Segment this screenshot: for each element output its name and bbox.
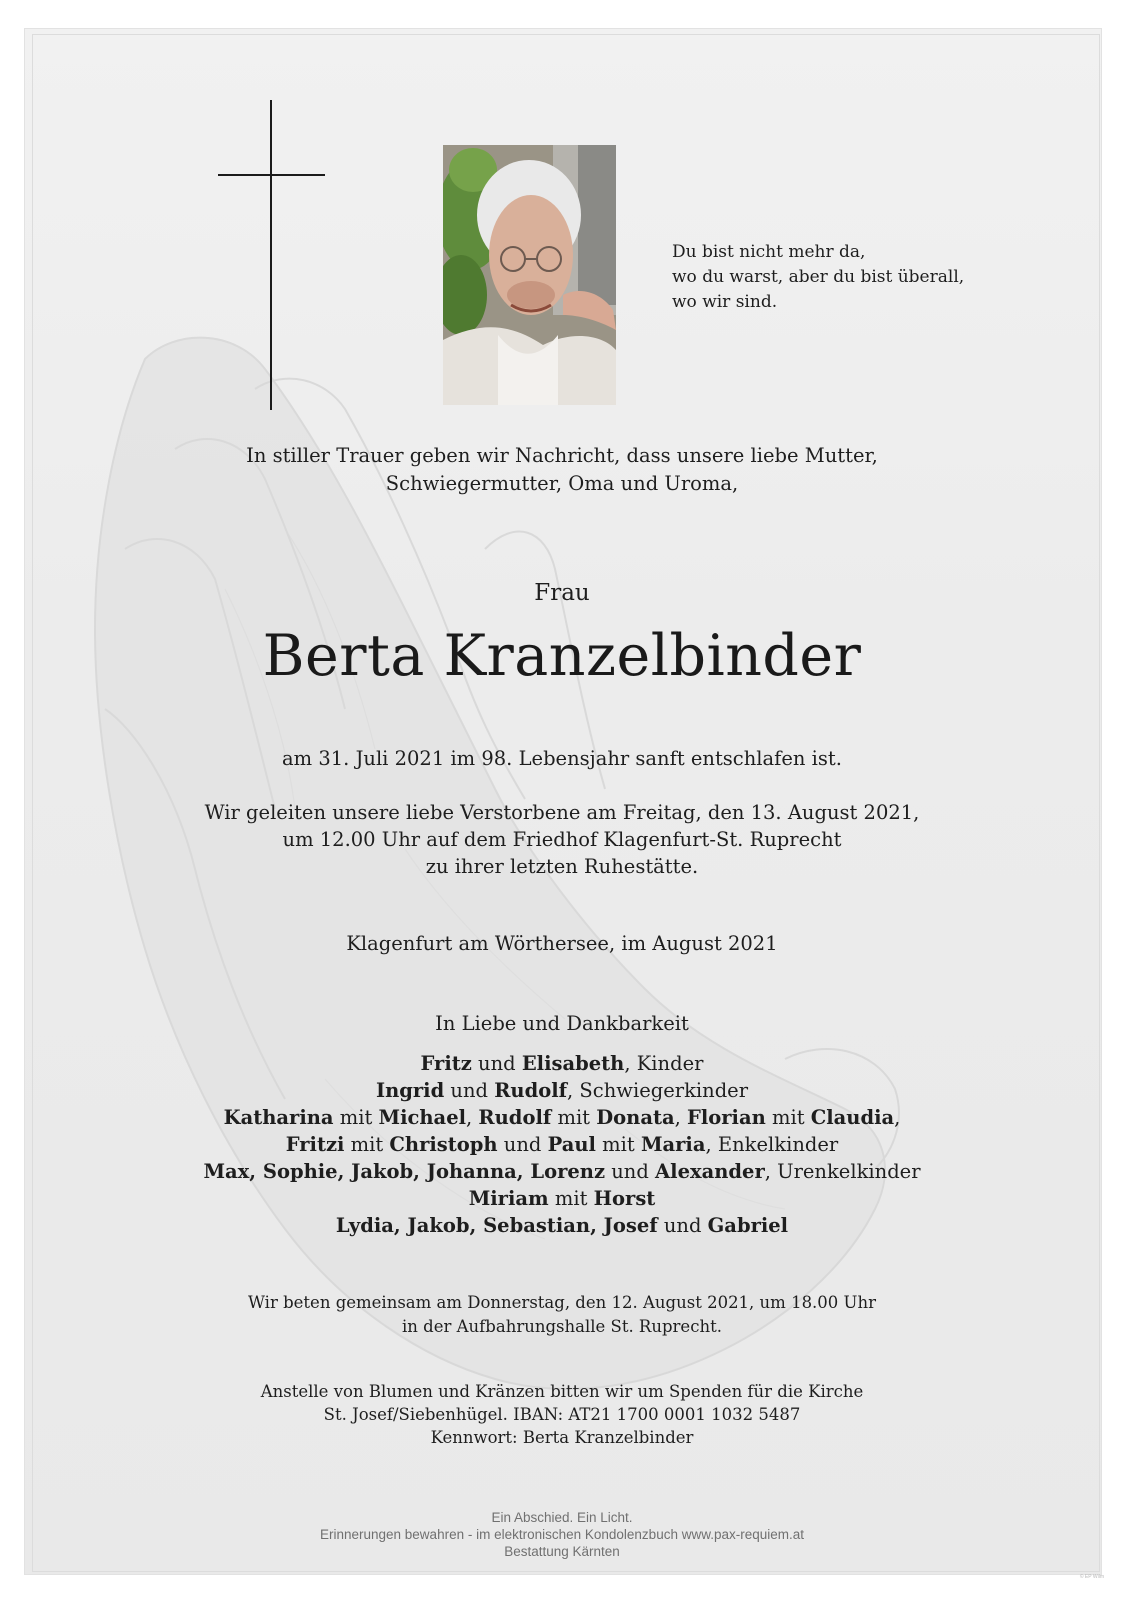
memorial-quote xyxy=(672,240,992,315)
donation-line: Kennwort: Berta Kranzelbinder xyxy=(430,1428,694,1447)
mourners-heading: In Liebe und Dankbarkeit xyxy=(435,1012,689,1035)
funeral-line: zu ihrer letzten Ruhestätte. xyxy=(425,855,699,878)
mourner-name: Miriam xyxy=(468,1187,549,1210)
mourner-connector: mit xyxy=(551,1106,597,1129)
mourner-name: Max, Sophie, Jakob, Johanna, Lorenz xyxy=(203,1160,606,1183)
announcement-intro xyxy=(0,442,1124,498)
mourner-name: Christoph xyxy=(389,1133,498,1156)
mourner-connector: mit xyxy=(344,1133,390,1156)
mourner-connector: , Schwiegerkinder xyxy=(567,1079,749,1102)
mourner-connector: und xyxy=(605,1160,656,1183)
prayer-notice xyxy=(0,1291,1124,1339)
mourner-name: Paul xyxy=(547,1133,596,1156)
mourner-connector: mit xyxy=(333,1106,379,1129)
mourner-row xyxy=(0,1050,1124,1077)
mourner-name: Michael xyxy=(378,1106,467,1129)
prayer-line: in der Aufbahrungshalle St. Ruprecht. xyxy=(402,1317,722,1336)
mourner-connector: , xyxy=(894,1106,901,1129)
mourner-name: Gabriel xyxy=(707,1214,789,1237)
footer-line: Ein Abschied. Ein Licht. xyxy=(491,1510,633,1525)
deceased-name: Berta Kranzelbinder xyxy=(262,623,862,689)
copyright-mark: © EP Wilm xyxy=(1079,1574,1104,1580)
quote-line: wo wir sind. xyxy=(672,292,778,312)
mourner-connector: , Kinder xyxy=(624,1052,704,1075)
mourner-connector: und xyxy=(444,1079,495,1102)
cross-vertical-bar xyxy=(270,100,272,410)
mourner-connector: und xyxy=(471,1052,522,1075)
portrait-photo xyxy=(443,145,616,405)
place-and-date: Klagenfurt am Wörthersee, im August 2021 xyxy=(346,932,778,955)
footer-line: Bestattung Kärnten xyxy=(504,1544,620,1559)
donation-notice xyxy=(0,1380,1124,1449)
salutation: Frau xyxy=(534,580,590,606)
intro-line: In stiller Trauer geben wir Nachricht, dass unsere liebe Mutter, xyxy=(246,444,878,467)
mourner-connector: und xyxy=(657,1214,708,1237)
quote-line: Du bist nicht mehr da, xyxy=(672,242,866,262)
mourner-name: Claudia xyxy=(810,1106,895,1129)
mourner-name: Fritz xyxy=(420,1052,472,1075)
mourner-name: Katharina xyxy=(223,1106,334,1129)
mourner-row xyxy=(0,1185,1124,1212)
cross-horizontal-bar xyxy=(218,174,325,176)
funeral-home-footer xyxy=(0,1509,1124,1560)
quote-line: wo du warst, aber du bist überall, xyxy=(672,267,965,287)
mourner-name: Rudolf xyxy=(478,1106,552,1129)
mourner-connector: mit xyxy=(595,1133,641,1156)
mourner-row xyxy=(0,1077,1124,1104)
mourner-name: Maria xyxy=(640,1133,706,1156)
funeral-line: Wir geleiten unsere liebe Verstorbene am Freitag, den 13. August 2021, xyxy=(204,801,920,824)
mourner-name: Donata xyxy=(596,1106,675,1129)
mourner-connector: , Urenkelkinder xyxy=(764,1160,921,1183)
mourner-name: Alexander xyxy=(655,1160,765,1183)
mourner-name: Ingrid xyxy=(375,1079,445,1102)
funeral-details xyxy=(0,799,1124,880)
mourner-row xyxy=(0,1131,1124,1158)
mourner-name: Lydia, Jakob, Sebastian, Josef xyxy=(335,1214,658,1237)
mourner-name: Horst xyxy=(593,1187,656,1210)
donation-line: St. Josef/Siebenhügel. IBAN: AT21 1700 0001 1032 5487 xyxy=(323,1405,801,1424)
mourner-row xyxy=(0,1104,1124,1131)
mourners-list xyxy=(0,1050,1124,1239)
mourner-row xyxy=(0,1212,1124,1239)
mourner-connector: und xyxy=(497,1133,548,1156)
portrait-image xyxy=(443,145,616,405)
intro-line: Schwiegermutter, Oma und Uroma, xyxy=(385,472,739,495)
mourner-name: Rudolf xyxy=(494,1079,568,1102)
mourner-connector: , xyxy=(466,1106,479,1129)
mourner-name: Elisabeth xyxy=(521,1052,625,1075)
funeral-line: um 12.00 Uhr auf dem Friedhof Klagenfurt-St. Ruprecht xyxy=(282,828,842,851)
prayer-line: Wir beten gemeinsam am Donnerstag, den 12. August 2021, um 18.00 Uhr xyxy=(248,1293,876,1312)
footer-line: Erinnerungen bewahren - im elektronischen Kondolenzbuch www.pax-requiem.at xyxy=(319,1527,805,1542)
death-statement: am 31. Juli 2021 im 98. Lebensjahr sanft entschlafen ist. xyxy=(282,747,842,770)
mourner-connector: , xyxy=(674,1106,687,1129)
mourner-row xyxy=(0,1158,1124,1185)
mourner-connector: mit xyxy=(548,1187,594,1210)
donation-line: Anstelle von Blumen und Kränzen bitten wir um Spenden für die Kirche xyxy=(260,1382,864,1401)
mourner-name: Florian xyxy=(687,1106,766,1129)
mourner-connector: mit xyxy=(765,1106,811,1129)
mourner-connector: , Enkelkinder xyxy=(705,1133,839,1156)
mourner-name: Fritzi xyxy=(285,1133,345,1156)
